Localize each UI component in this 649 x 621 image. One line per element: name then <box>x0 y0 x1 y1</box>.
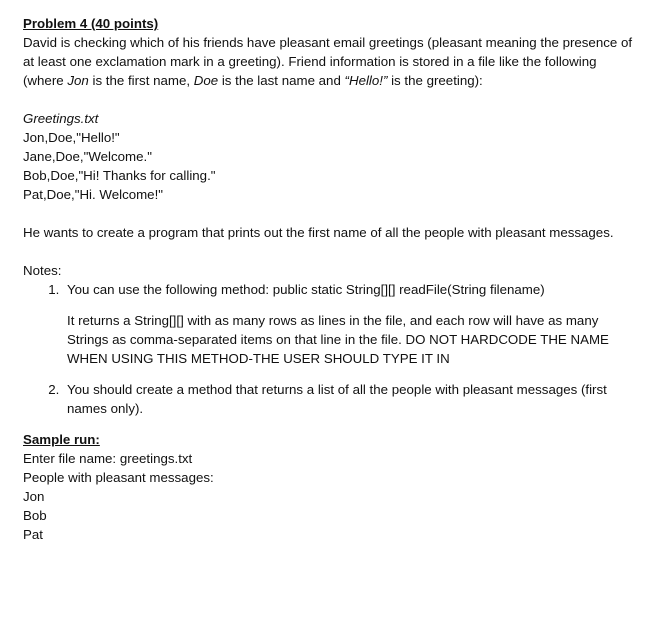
file-line: Jon,Doe,"Hello!" <box>23 130 120 145</box>
intro-hello: “Hello!” <box>344 73 388 88</box>
sample-run <box>23 430 635 544</box>
file-name: Greetings.txt <box>23 111 99 126</box>
file-example <box>23 109 635 204</box>
sample-run-title: Sample run: <box>23 432 100 447</box>
intro-text-1: David is checking which of his friends have pleasant email greetings (pleasant meaning the presence of at least one exclamation mark in a greeting). Friend information is stored in a file like the following (where <box>23 35 633 88</box>
task-description: He wants to create a program that prints out the first name of all the people with pleasant messages. <box>23 225 614 240</box>
problem-title: Problem 4 (40 points) <box>23 16 159 31</box>
note-item-text: You can use the following method: public static String[][] readFile(String filename) <box>67 282 545 297</box>
intro-jon: Jon <box>67 73 89 88</box>
sample-line: People with pleasant messages: <box>23 470 214 485</box>
file-line: Pat,Doe,"Hi. Welcome!" <box>23 187 163 202</box>
problem-intro <box>23 33 635 90</box>
note-item <box>63 280 635 368</box>
intro-text-4: is the greeting): <box>387 73 483 88</box>
file-line: Bob,Doe,"Hi! Thanks for calling." <box>23 168 216 183</box>
file-line: Jane,Doe,"Welcome." <box>23 149 152 164</box>
note-item-detail: It returns a String[][] with as many rows as lines in the file, and each row will have as many Strings as comma-separated items on that line in the file. DO NOT HARDCODE THE NAME WHEN USING THIS METHOD-THE USER SHOULD TYPE IT IN <box>67 313 609 366</box>
sample-line: Enter file name: greetings.txt <box>23 451 193 466</box>
notes-heading: Notes: <box>23 263 62 278</box>
sample-line: Bob <box>23 508 47 523</box>
intro-text-2: is the first name, <box>88 73 194 88</box>
note-item <box>63 380 635 418</box>
intro-text-3: is the last name and <box>218 73 345 88</box>
sample-line: Pat <box>23 527 43 542</box>
intro-doe: Doe <box>193 73 219 88</box>
notes-list <box>23 280 635 418</box>
note-item-text: You should create a method that returns a list of all the people with pleasant messages (first names only). <box>67 382 607 416</box>
sample-line: Jon <box>23 489 45 504</box>
